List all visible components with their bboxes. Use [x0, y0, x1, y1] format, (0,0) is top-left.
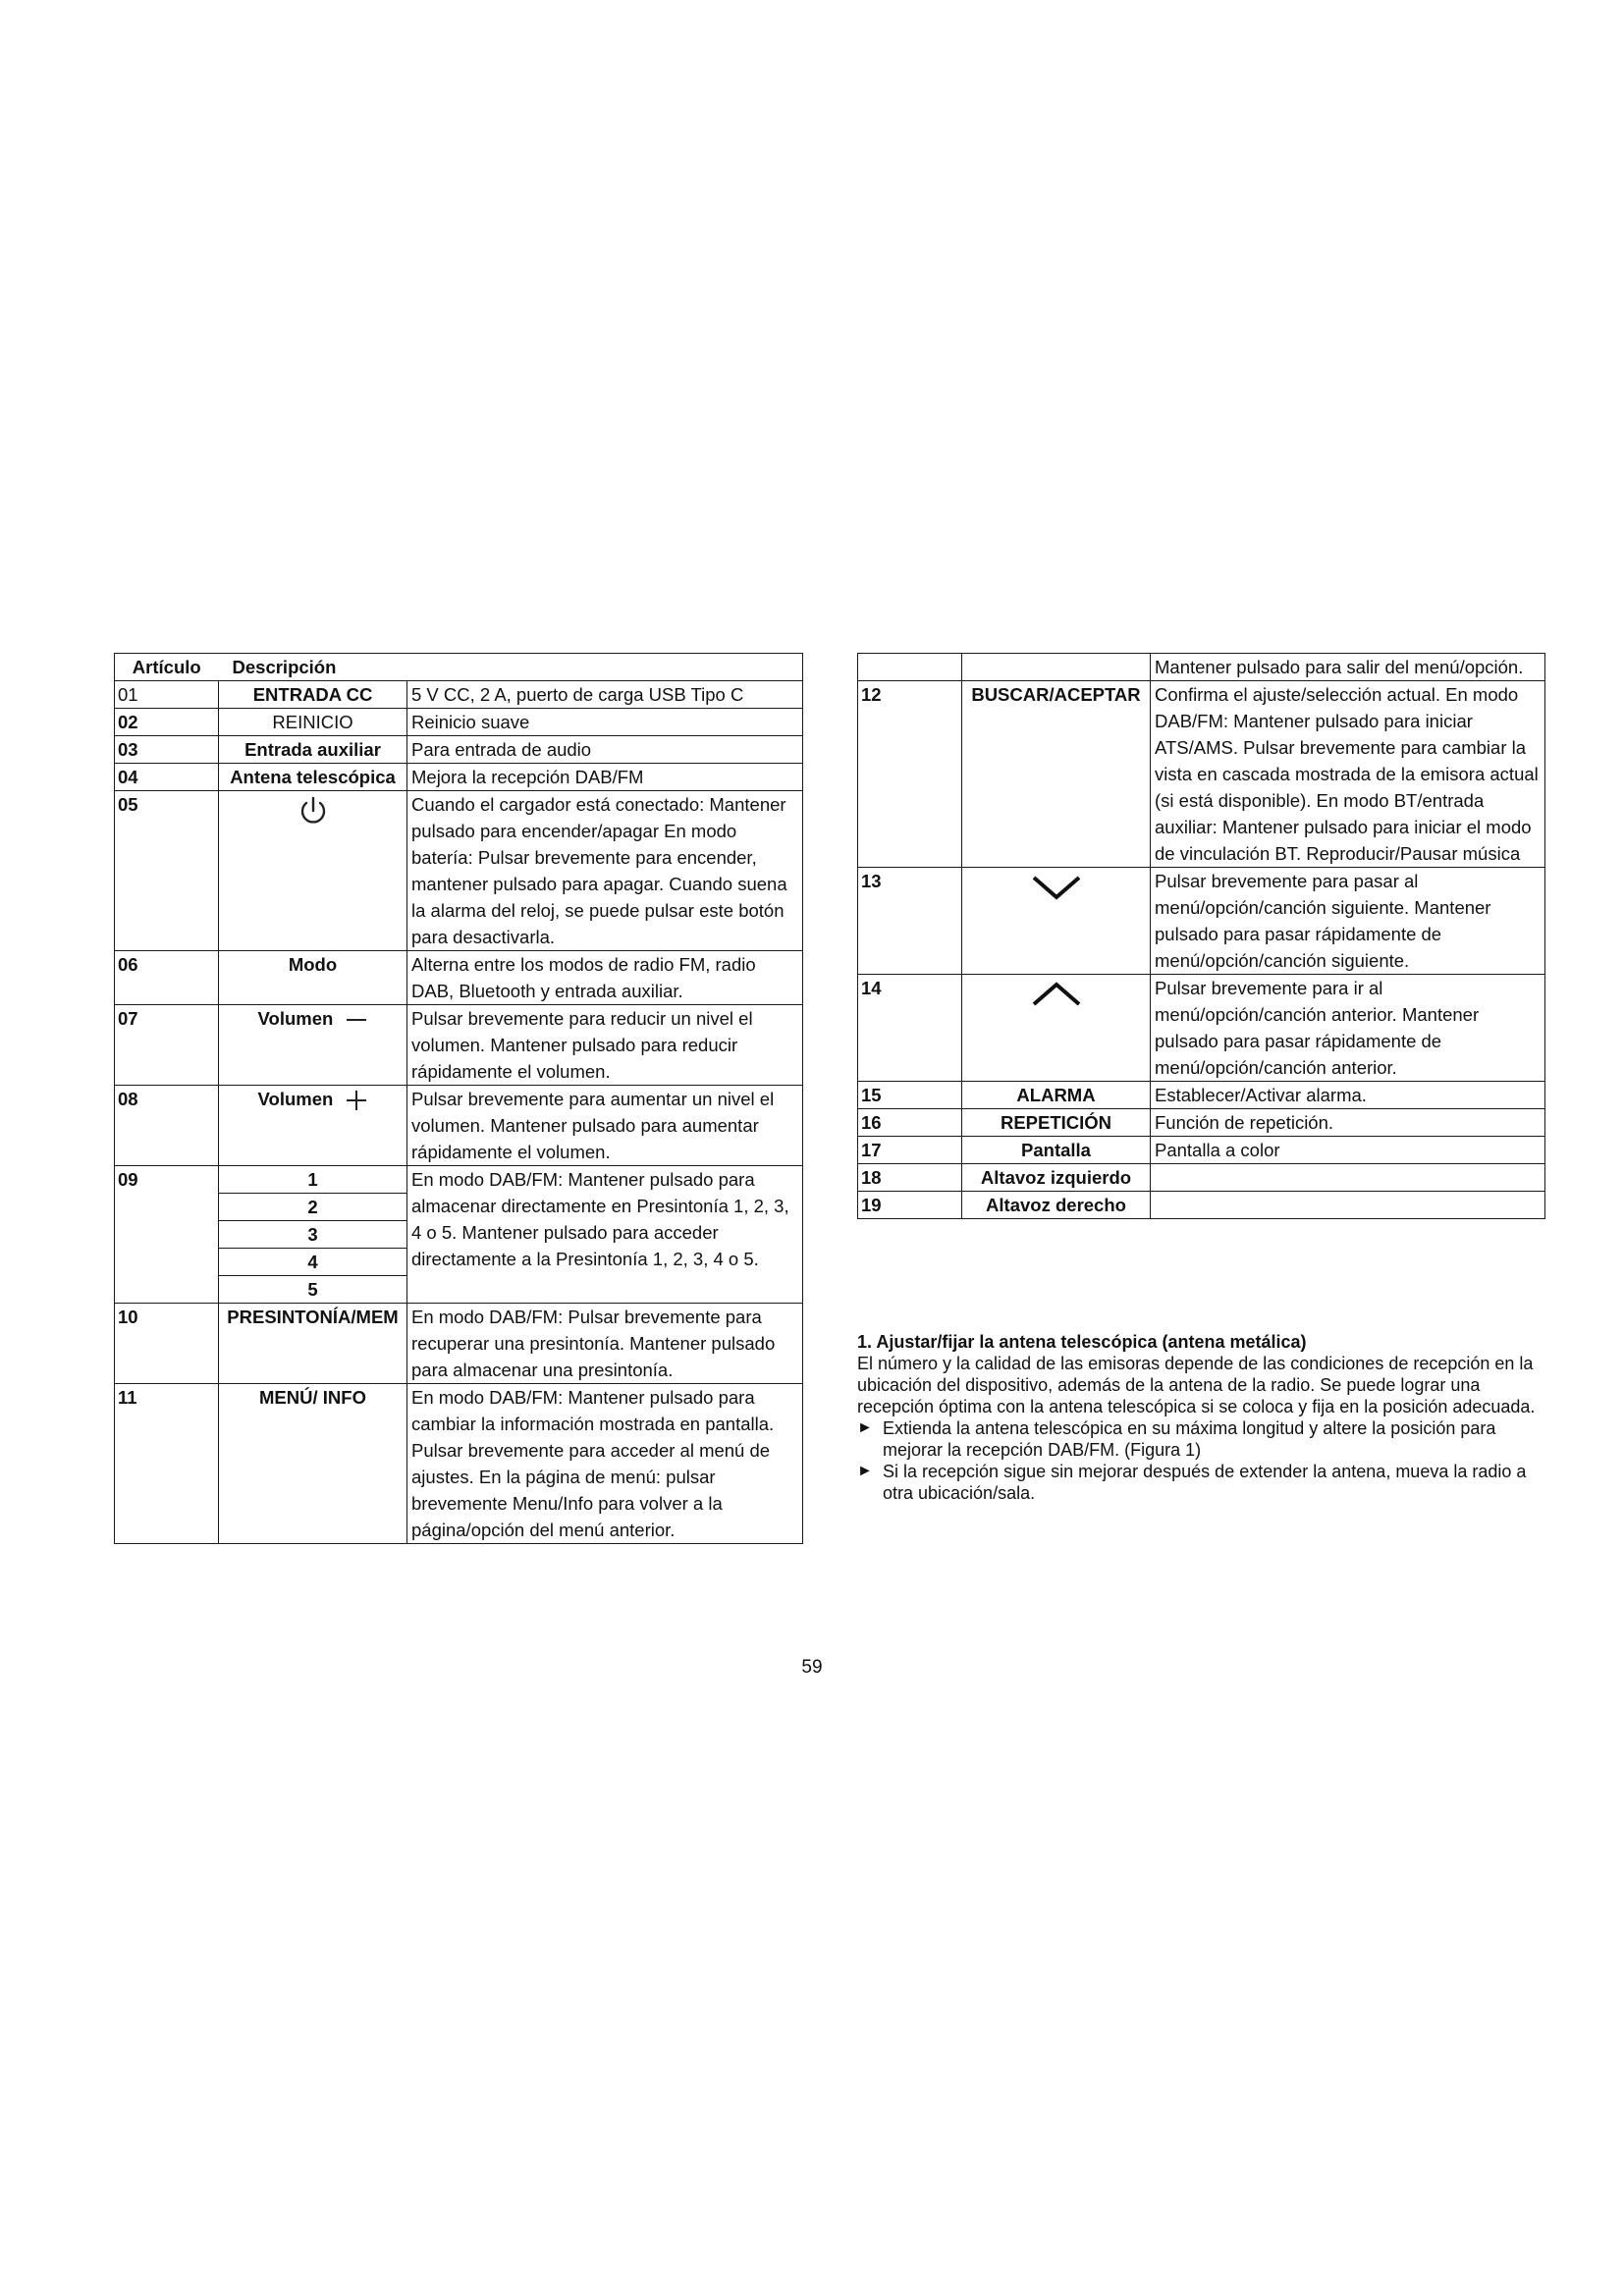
item-number: 04	[115, 764, 219, 791]
item-number: 02	[115, 709, 219, 736]
item-name: REPETICIÓN	[962, 1109, 1151, 1137]
item-name: BUSCAR/ACEPTAR	[962, 681, 1151, 868]
item-name: Altavoz derecho	[962, 1192, 1151, 1219]
item-description: 5 V CC, 2 A, puerto de carga USB Tipo C	[407, 681, 803, 709]
item-description: Para entrada de audio	[407, 736, 803, 764]
chevron-up-icon	[1031, 979, 1082, 1008]
header-descripcion: Descripción	[219, 654, 803, 681]
item-description: Pantalla a color	[1151, 1137, 1545, 1164]
item-description: Pulsar brevemente para aumentar un nivel el volumen. Mantener pulsado para aumentar rápidamente el volumen.	[407, 1086, 803, 1166]
preset-list-cell	[219, 1166, 407, 1304]
table-row	[858, 1109, 1545, 1137]
item-number: 06	[115, 951, 219, 1005]
item-number: 11	[115, 1384, 219, 1544]
item-description	[1151, 1164, 1545, 1192]
item-name: Volumen	[257, 1008, 334, 1029]
list-item	[857, 1417, 1544, 1461]
list-item	[857, 1461, 1544, 1504]
antenna-section	[857, 1331, 1544, 1504]
table-row	[858, 654, 1545, 681]
bullet-text: Si la recepción sigue sin mejorar después de extender la antena, mueva la radio a otra ubicación/sala.	[883, 1462, 1527, 1503]
item-number: 19	[858, 1192, 962, 1219]
item-number: 01	[115, 681, 219, 709]
table-row	[115, 1005, 803, 1086]
bullet-arrow-icon: ►	[857, 1463, 873, 1479]
item-description: Alterna entre los modos de radio FM, radio DAB, Bluetooth y entrada auxiliar.	[407, 951, 803, 1005]
item-description: En modo DAB/FM: Mantener pulsado para cambiar la información mostrada en pantalla. Pulsar brevemente para acceder al menú de ajustes. En la página de menú: pulsar brevemente Menu/Info para volver a la página/opción del menú anterior.	[407, 1384, 803, 1544]
section-body: El número y la calidad de las emisoras depende de las condiciones de recepción en la ubicación del dispositivo, además de la antena de la radio. Se puede lograr una recepción óptima con la antena telescópica si se coloca y fija en la posición adecuada.	[857, 1354, 1536, 1416]
item-name: ENTRADA CC	[219, 681, 407, 709]
item-number: 03	[115, 736, 219, 764]
preset-3: 3	[219, 1221, 406, 1249]
table-row	[858, 1192, 1545, 1219]
item-number: 13	[858, 868, 962, 975]
item-description: Establecer/Activar alarma.	[1151, 1082, 1545, 1109]
table-row	[858, 1137, 1545, 1164]
item-description: Mantener pulsado para salir del menú/opción.	[1151, 654, 1545, 681]
item-name: Volumen	[257, 1089, 334, 1109]
table-row	[115, 951, 803, 1005]
right-spec-table	[857, 653, 1545, 1219]
plus-icon	[346, 1090, 367, 1111]
item-number: 09	[115, 1166, 219, 1304]
left-spec-table	[114, 653, 803, 1544]
item-name: Modo	[219, 951, 407, 1005]
down-button-cell	[962, 868, 1151, 975]
item-description: En modo DAB/FM: Mantener pulsado para almacenar directamente en Presintonía 1, 2, 3, 4 o 5. Mantener pulsado para acceder directamente a la Presintonía 1, 2, 3, 4 o 5.	[407, 1166, 803, 1304]
minus-icon	[346, 1015, 367, 1025]
item-number: 12	[858, 681, 962, 868]
item-number: 10	[115, 1304, 219, 1384]
power-icon	[297, 795, 330, 828]
bullet-arrow-icon: ►	[857, 1419, 873, 1436]
item-number: 15	[858, 1082, 962, 1109]
table-row	[115, 1086, 803, 1166]
item-name	[962, 654, 1151, 681]
table-row	[115, 764, 803, 791]
preset-1: 1	[219, 1166, 406, 1194]
item-name: Pantalla	[962, 1137, 1151, 1164]
power-button-cell	[219, 791, 407, 951]
table-row	[858, 975, 1545, 1082]
table-row	[115, 1384, 803, 1544]
item-description: Pulsar brevemente para ir al menú/opción/canción anterior. Mantener pulsado para pasar rápidamente de menú/opción/canción anterior.	[1151, 975, 1545, 1082]
preset-4: 4	[219, 1249, 406, 1276]
table-header-row	[115, 654, 803, 681]
table-row	[858, 681, 1545, 868]
section-heading: 1. Ajustar/fijar la antena telescópica (antena metálica)	[857, 1332, 1307, 1352]
table-row	[858, 1164, 1545, 1192]
item-name: Entrada auxiliar	[219, 736, 407, 764]
item-name: Altavoz izquierdo	[962, 1164, 1151, 1192]
table-row	[858, 868, 1545, 975]
item-name: REINICIO	[219, 709, 407, 736]
item-description: Pulsar brevemente para reducir un nivel el volumen. Mantener pulsado para reducir rápidamente el volumen.	[407, 1005, 803, 1086]
table-row	[858, 1082, 1545, 1109]
chevron-down-icon	[1031, 872, 1082, 901]
volume-minus-cell	[219, 1005, 407, 1086]
item-number	[858, 654, 962, 681]
page-number: 59	[801, 1657, 823, 1678]
table-row	[115, 681, 803, 709]
table-row	[115, 791, 803, 951]
table-row	[115, 1304, 803, 1384]
item-description: En modo DAB/FM: Pulsar brevemente para recuperar una presintonía. Mantener pulsado para almacenar una presintonía.	[407, 1304, 803, 1384]
item-name: Antena telescópica	[219, 764, 407, 791]
item-description: Confirma el ajuste/selección actual. En modo DAB/FM: Mantener pulsado para iniciar ATS/AMS. Pulsar brevemente para cambiar la vista en cascada mostrada de la emisora actual (si está disponible). En modo BT/entrada auxiliar: Mantener pulsado para iniciar el modo de vinculación BT. Reproducir/Pausar música	[1151, 681, 1545, 868]
item-number: 08	[115, 1086, 219, 1166]
preset-5: 5	[307, 1279, 318, 1300]
header-articulo: Artículo	[115, 654, 219, 681]
item-description	[1151, 1192, 1545, 1219]
item-description: Mejora la recepción DAB/FM	[407, 764, 803, 791]
item-name: ALARMA	[962, 1082, 1151, 1109]
item-number: 05	[115, 791, 219, 951]
item-description: Cuando el cargador está conectado: Mantener pulsado para encender/apagar En modo batería: Pulsar brevemente para encender, mantener pulsado para apagar. Cuando suena la alarma del reloj, se puede pulsar este botón para desactivarla.	[407, 791, 803, 951]
item-number: 17	[858, 1137, 962, 1164]
up-button-cell	[962, 975, 1151, 1082]
table-row	[115, 736, 803, 764]
item-description: Pulsar brevemente para pasar al menú/opción/canción siguiente. Mantener pulsado para pasar rápidamente de menú/opción/canción siguiente.	[1151, 868, 1545, 975]
item-description: Función de repetición.	[1151, 1109, 1545, 1137]
item-number: 16	[858, 1109, 962, 1137]
item-description: Reinicio suave	[407, 709, 803, 736]
table-row	[115, 709, 803, 736]
item-name: MENÚ/ INFO	[219, 1384, 407, 1544]
item-number: 07	[115, 1005, 219, 1086]
preset-2: 2	[219, 1194, 406, 1221]
item-number: 14	[858, 975, 962, 1082]
bullet-text: Extienda la antena telescópica en su máxima longitud y altere la posición para mejorar la recepción DAB/FM. (Figura 1)	[883, 1418, 1496, 1460]
volume-plus-cell	[219, 1086, 407, 1166]
item-name: PRESINTONÍA/MEM	[219, 1304, 407, 1384]
item-number: 18	[858, 1164, 962, 1192]
table-row	[115, 1166, 803, 1304]
